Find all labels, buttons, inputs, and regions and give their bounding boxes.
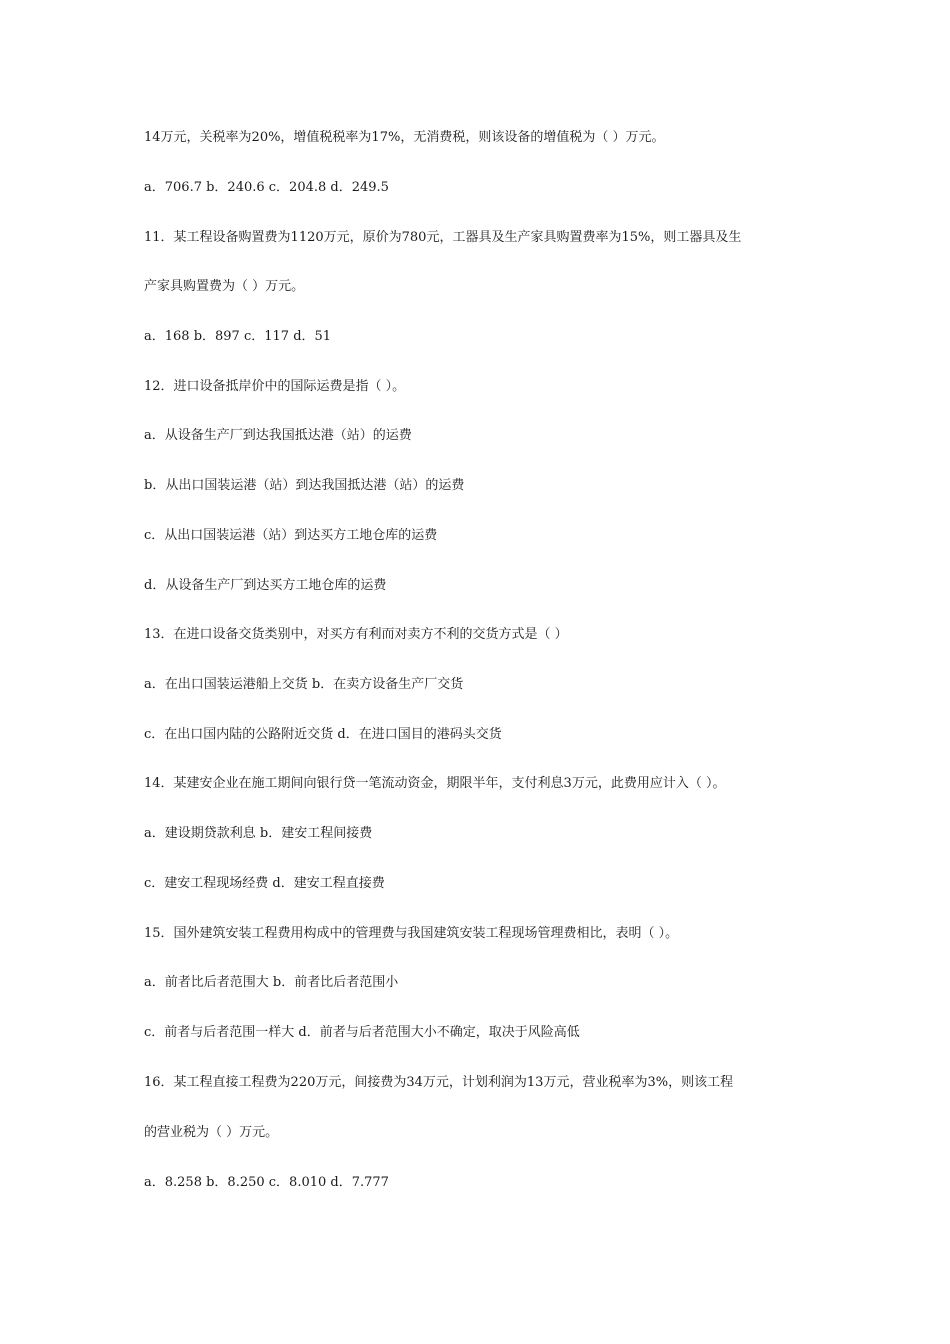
question-15-stem: 15．国外建筑安装工程费用构成中的管理费与我国建筑安装工程现场管理费相比，表明（ ）。 [144,926,679,941]
question-13-options-ab: a．在出口国装运港船上交货 b．在卖方设备生产厂交货 [144,677,464,692]
question-15-options-cd: c．前者与后者范围一样大 d．前者与后者范围大小不确定，取决于风险高低 [144,1025,580,1040]
question-14-stem: 14．某建安企业在施工期间向银行贷一笔流动资金，期限半年，支付利息3万元，此费用应计入（ ）。 [144,776,726,791]
question-15-options-ab: a．前者比后者范围大 b．前者比后者范围小 [144,975,399,990]
question-11-options: a．168 b．897 c．117 d．51 [144,329,332,344]
question-10-options: a．706.7 b．240.6 c．204.8 d．249.5 [144,180,389,195]
question-11-stem-continued: 产家具购置费为（ ）万元。 [144,279,305,294]
question-12-option-d: d．从设备生产厂到达买方工地仓库的运费 [144,578,387,593]
question-11-stem: 11．某工程设备购置费为1120万元，原价为780元，工器具及生产家具购置费率为15%，则工器具及生 [144,230,742,245]
question-16-options: a．8.258 b．8.250 c．8.010 d．7.777 [144,1175,389,1190]
question-12-option-a: a．从设备生产厂到达我国抵达港（站）的运费 [144,428,412,443]
question-14-options-ab: a．建设期贷款利息 b．建安工程间接费 [144,826,373,841]
question-13-options-cd: c．在出口国内陆的公路附近交货 d．在进口国目的港码头交货 [144,727,502,742]
question-16-stem-continued: 的营业税为（ ）万元。 [144,1125,279,1140]
question-12-stem: 12．进口设备抵岸价中的国际运费是指（ ）。 [144,379,406,394]
question-14-options-cd: c．建安工程现场经费 d．建安工程直接费 [144,876,385,891]
question-13-stem: 13．在进口设备交货类别中，对买方有利而对卖方不利的交货方式是（ ） [144,627,568,642]
question-12-option-c: c．从出口国装运港（站）到达买方工地仓库的运费 [144,528,438,543]
question-10-stem-continued: 14万元，关税率为20%，增值税税率为17%，无消费税，则该设备的增值税为（ ）万元。 [144,130,665,145]
question-16-stem: 16．某工程直接工程费为220万元，间接费为34万元，计划利润为13万元，营业税率为3%，则该工程 [144,1075,734,1090]
question-12-option-b: b．从出口国装运港（站）到达我国抵达港（站）的运费 [144,478,465,493]
